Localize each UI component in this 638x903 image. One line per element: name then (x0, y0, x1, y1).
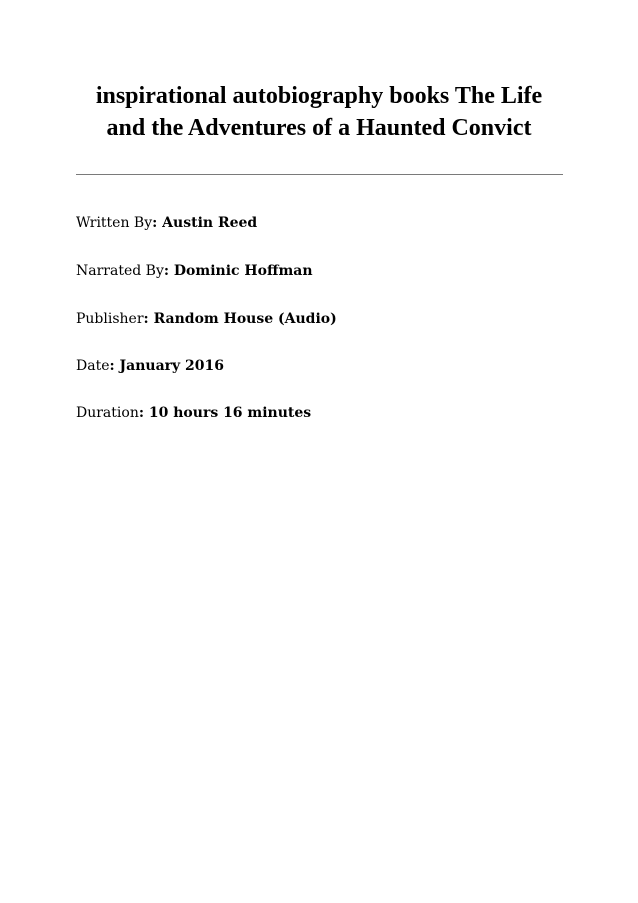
date-label: Date (76, 358, 110, 374)
written-by-value: : Austin Reed (152, 215, 258, 231)
date-value: : January 2016 (109, 358, 224, 374)
narrated-by-label: Narrated By (76, 263, 164, 279)
narrated-by-row (76, 261, 313, 281)
written-by-row (76, 213, 257, 233)
publisher-row (76, 309, 337, 329)
written-by-label: Written By (76, 215, 153, 231)
duration-row (76, 403, 311, 423)
date-row (76, 356, 224, 376)
duration-value: : 10 hours 16 minutes (138, 405, 312, 421)
narrated-by-value: : Dominic Hoffman (163, 263, 313, 279)
publisher-label: Publisher (76, 311, 144, 327)
title-divider (76, 174, 563, 175)
duration-label: Duration (76, 405, 139, 421)
document-title: inspirational autobiography books The Life and the Adventures of a Haunted Convict (95, 83, 543, 141)
publisher-value: : Random House (Audio) (143, 311, 337, 327)
